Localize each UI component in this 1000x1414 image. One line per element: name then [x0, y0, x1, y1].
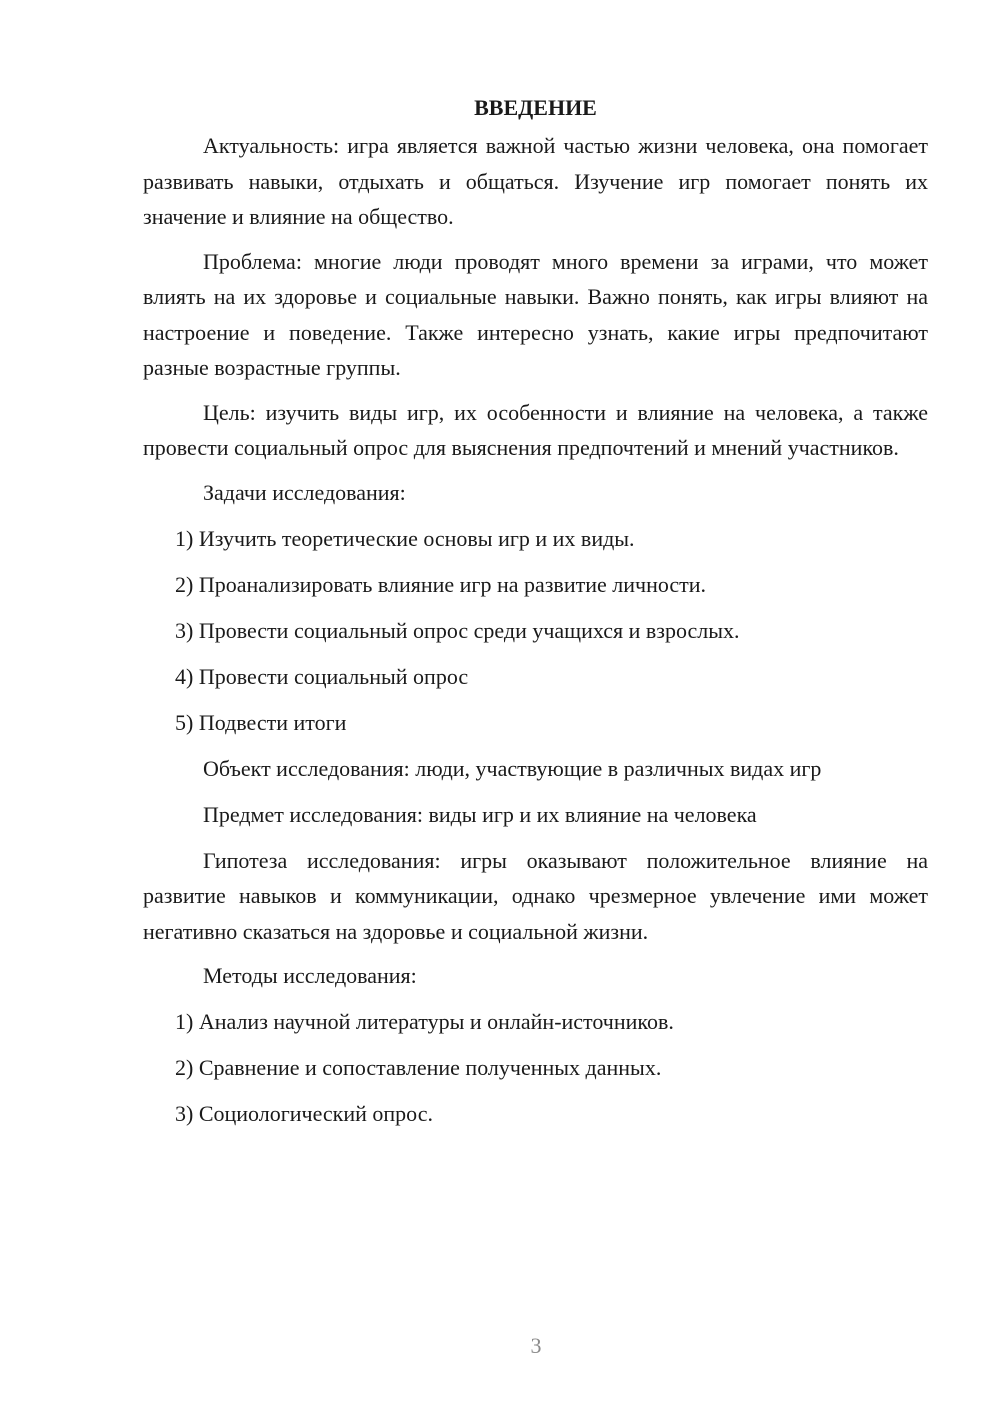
- hypothesis-paragraph: Гипотеза исследования: игры оказывают положительное влияние на развитие навыков и коммуникации, однако чрезмерное увлечение ими может негативно сказаться на здоровье и социальной жизни.: [143, 847, 928, 944]
- methods-heading: Методы исследования:: [203, 963, 417, 988]
- task-item: 3) Провести социальный опрос среди учащихся и взрослых.: [175, 617, 740, 643]
- method-item: 2) Сравнение и сопоставление полученных данных.: [175, 1055, 662, 1080]
- goal-paragraph: Цель: изучить виды игр, их особенности и влияние на человека, а также провести социальный опрос для выяснения предпочтений и мнений участников.: [143, 399, 928, 460]
- task-item: 1) Изучить теоретические основы игр и их виды.: [175, 525, 635, 551]
- document-page: [143, 92, 928, 1142]
- research-object: Объект исследования: люди, участвующие в различных видах игр: [203, 755, 822, 781]
- problem-paragraph: Проблема: многие люди проводят много времени за играми, что может влиять на их здоровье и социальные навыки. Важно понять, как игры влияют на настроение и поведение. Также интересно узнать, какие игры предпочитают разные возрастные группы.: [143, 248, 928, 380]
- method-item: 1) Анализ научной литературы и онлайн-источников.: [175, 1009, 674, 1034]
- page-number: 3: [530, 1333, 542, 1358]
- task-item: 2) Проанализировать влияние игр на развитие личности.: [175, 571, 707, 597]
- research-subject: Предмет исследования: виды игр и их влияние на человека: [203, 801, 757, 827]
- method-item: 3) Социологический опрос.: [175, 1101, 433, 1126]
- section-title: ВВЕДЕНИЕ: [474, 95, 597, 120]
- tasks-heading: Задачи исследования:: [203, 479, 406, 505]
- task-item: 4) Провести социальный опрос: [175, 663, 469, 689]
- task-item: 5) Подвести итоги: [175, 709, 347, 735]
- relevance-paragraph: Актуальность: игра является важной частью жизни человека, она помогает развивать навыки, отдыхать и общаться. Изучение игр помогает понять их значение и влияние на общество.: [143, 133, 928, 229]
